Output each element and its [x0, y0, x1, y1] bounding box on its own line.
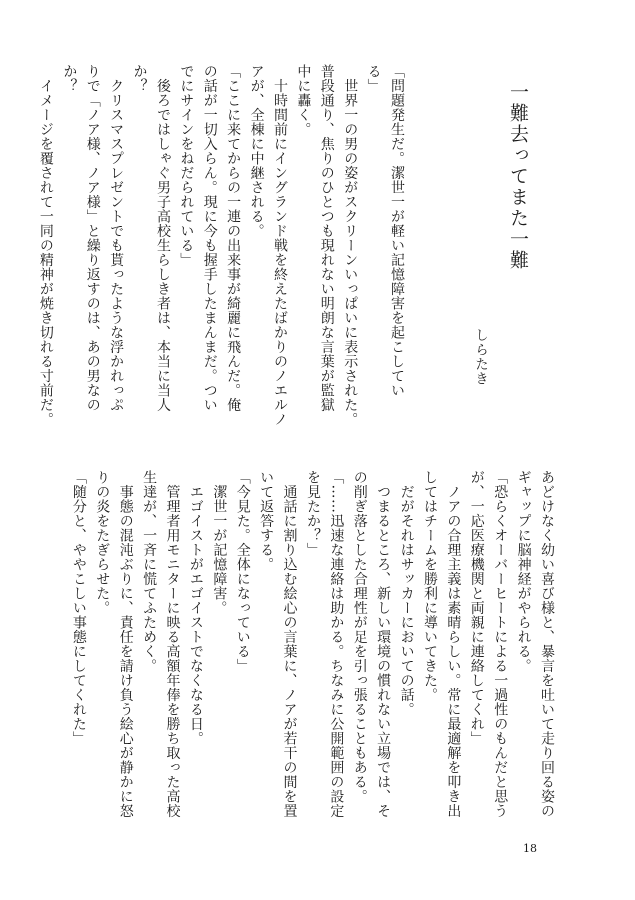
- text-line: が、一応医療機関と両親に連絡してくれ」: [468, 470, 485, 746]
- text-line: 事態の混沌ぶりに、責任を請け負う絵心が静かに怒: [117, 470, 134, 818]
- chapter-title: 一難去ってまた一難: [507, 82, 529, 271]
- page-number: 18: [523, 842, 537, 855]
- text-line: 生達が、一斉に慌てふためく。: [141, 470, 158, 673]
- text-line: でにサインをねだられている」: [178, 64, 195, 267]
- upper-text-column: [37, 64, 408, 427]
- text-line: 「恐らくオーバーヒートによる一過性のもんだと思う: [492, 470, 509, 818]
- text-line: あどけなく幼い喜び様と、暴言を吐いて走り回る姿の: [539, 470, 555, 818]
- text-line: ギャップに脳神経がやられる。: [515, 470, 532, 673]
- text-line: 管理者用モニターに映る高額年俸を勝ち取った高校: [164, 470, 181, 818]
- text-line: 「問題発生だ。潔世一が軽い記憶障害を起こしてい: [389, 64, 405, 398]
- text-line: 潔世一が記憶障害。: [211, 470, 228, 615]
- text-line: りで「ノア様、ノア様」と繰り返すのは、あの男なの: [84, 64, 101, 412]
- text-line: の削ぎ落とした合理性が足を引っ張ることもある。: [351, 470, 368, 804]
- text-line: ノアの合理主義は素晴らしい。常に最適解を叩き出: [445, 470, 462, 818]
- text-line: 十時間前にイングランド戦を終えたばかりのノエルノ: [271, 64, 288, 427]
- text-line: イメージを覆されて一同の精神が焼き切れる寸前だ。: [37, 64, 54, 427]
- text-line: 「ここに来てからの一連の出来事が綺麗に飛んだ。俺: [225, 64, 242, 412]
- lower-text-column: [70, 470, 558, 840]
- text-line: の話が一切入らん。現に今も握手したまんまだ。つい: [201, 64, 218, 412]
- text-line: 通話に割り込む絵心の言葉に、ノアが若干の間を置: [281, 470, 298, 818]
- text-line: か？: [61, 64, 78, 93]
- text-line: 後ろではしゃぐ男子高校生らしき者は、本当に当人: [154, 64, 171, 412]
- text-line: 「随分と、ややこしい事態にしてくれた」: [70, 470, 87, 746]
- text-line: を見たか？」: [304, 470, 321, 557]
- text-line: いて返答する。: [258, 470, 275, 572]
- text-line: 世界一の男の姿がスクリーンいっぱいに表示された。: [342, 64, 359, 427]
- text-line: エゴイストがエゴイストでなくなる日。: [187, 470, 204, 746]
- text-line: 「……迅速な連絡は助かる。ちなみに公開範囲の設定: [328, 470, 345, 818]
- author-name: しらたき: [472, 328, 488, 386]
- text-line: クリスマスプレゼントでも貰ったような浮かれっぷ: [108, 64, 125, 412]
- text-line: る」: [365, 64, 382, 93]
- text-line: アが、全棟に中継される。: [248, 64, 265, 238]
- text-line: してはチームを勝利に導いてきた。: [421, 470, 438, 702]
- text-line: りの炎をたぎらせた。: [94, 470, 111, 615]
- text-line: つまるところ、新しい環境の慣れない立場では、そ: [375, 470, 392, 818]
- text-line: か？: [131, 64, 148, 93]
- text-line: 普段通り、焦りのひとつも現れない明朗な言葉が監獄: [318, 64, 335, 412]
- text-line: だがそれはサッカーにおいての話。: [398, 470, 415, 717]
- text-line: 中に轟く。: [295, 64, 312, 137]
- text-line: 「今見た。全体になっている」: [234, 470, 251, 673]
